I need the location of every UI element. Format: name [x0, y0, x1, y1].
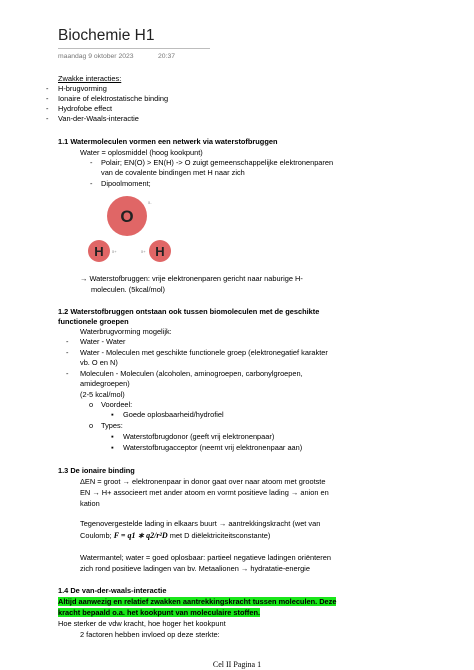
- s3-line: Watermantel; water = goed oplosbaar: partieel negatieve ladingen oriënteren: [80, 553, 331, 562]
- hydrogen-label: H: [155, 244, 165, 259]
- s2-line: Goede oplosbaarheid/hydrofiel: [123, 410, 224, 419]
- s2-line: Water - Moleculen met geschikte functionele groep (elektronegatief karakter: [80, 348, 328, 357]
- s2-line: Waterstofbrugdonor (geeft vrij elektronenpaar): [123, 432, 275, 441]
- intro-bullet: -: [46, 94, 49, 103]
- intro-item: Ionaire of elektrostatische binding: [58, 94, 169, 103]
- note-time: 20:37: [158, 53, 176, 60]
- s3-line: ΔEN = groot → elektronenpaar in donor gaat over naar atoom met grootste: [80, 477, 326, 486]
- bullet-circle: o: [89, 421, 94, 430]
- s1-line: Water = oplosmiddel (hoog kookpunt): [80, 148, 203, 157]
- bullet-square: ▪: [111, 410, 114, 419]
- bullet-dash: -: [66, 369, 69, 378]
- s2-line: (2-5 kcal/mol): [80, 390, 125, 399]
- page-title: Biochemie H1: [58, 27, 155, 44]
- s1-line: van de covalente bindingen met H naar zich: [101, 168, 245, 177]
- intro-bullet: -: [46, 104, 49, 113]
- intro-item: Van-der-Waals-interactie: [58, 114, 139, 123]
- bullet-dash: -: [66, 348, 69, 357]
- section-heading-1-4: 1.4 De van-der-waals-interactie: [58, 586, 167, 595]
- s2-line: Voordeel:: [101, 400, 133, 409]
- s2-line: Types:: [101, 421, 123, 430]
- s4-line: Hoe sterker de vdw kracht, hoe hoger het kookpunt: [58, 619, 226, 628]
- s3-line: Tegenovergestelde lading in elkaars buurt → aantrekkingskracht (wet van: [80, 519, 321, 528]
- title-divider: [58, 48, 210, 49]
- partial-positive-label: δ+: [112, 249, 117, 254]
- s2-line: vb. O en N): [80, 358, 118, 367]
- s2-line: Moleculen - Moleculen (alcoholen, aminogroepen, carbonylgroepen,: [80, 369, 303, 378]
- water-molecule-diagram: [85, 192, 180, 264]
- highlighted-line: [58, 608, 260, 617]
- bullet-square: ▪: [111, 443, 114, 452]
- s2-line: Waterbrugvorming mogelijk:: [80, 327, 172, 336]
- s3-text: Coulomb;: [80, 531, 114, 540]
- s2-line: amidegroepen): [80, 379, 130, 388]
- bullet-dash: -: [90, 158, 93, 167]
- bullet-dash: -: [66, 337, 69, 346]
- section-heading-1-2-cont: functionele groepen: [58, 317, 129, 326]
- s3-line: [80, 531, 270, 540]
- s4-line: 2 factoren hebben invloed op deze sterkte:: [80, 630, 220, 639]
- s2-line: Waterstofbrugacceptor (neemt vrij elektronenpaar aan): [123, 443, 303, 452]
- partial-negative-label: δ-: [148, 200, 152, 205]
- intro-bullet: -: [46, 84, 49, 93]
- intro-bullet: -: [46, 114, 49, 123]
- intro-item: Hydrofobe effect: [58, 104, 113, 113]
- s3-line: EN → H+ associeert met ander atoom en vormt positieve lading → anion en: [80, 488, 329, 497]
- bullet-circle: o: [89, 400, 94, 409]
- s1-line: Dipoolmoment;: [101, 179, 151, 188]
- s1-line: moleculen. (5kcal/mol): [91, 285, 165, 294]
- bullet-dash: -: [90, 179, 93, 188]
- section-heading-1-3: 1.3 De ionaire binding: [58, 466, 135, 475]
- note-date: maandag 9 oktober 2023: [58, 53, 134, 60]
- partial-positive-label: δ+: [141, 249, 146, 254]
- section-heading-1-1: 1.1 Watermoleculen vormen een netwerk via waterstofbruggen: [58, 137, 278, 146]
- hydrogen-label: H: [94, 244, 104, 259]
- intro-item: H-brugvorming: [58, 84, 107, 93]
- coulomb-formula: F = q1 ∗ q2/r²D: [113, 531, 168, 540]
- oxygen-label: O: [120, 207, 134, 226]
- highlight-text: kracht bepaald o.a. het kookpunt van moleculaire stoffen.: [58, 608, 261, 617]
- intro-heading: Zwakke interacties:: [58, 74, 122, 83]
- s3-line: kation: [80, 499, 100, 508]
- highlighted-line: [58, 597, 336, 606]
- section-heading-1-2: 1.2 Waterstofbruggen ontstaan ook tussen biomoleculen met de geschikte: [58, 307, 320, 316]
- page-footer: Cel II Pagina 1: [212, 660, 262, 669]
- s1-line: Polair; EN(O) > EN(H) -> O zuigt gemeenschappelijke elektronenparen: [101, 158, 334, 167]
- s2-line: Water - Water: [80, 337, 126, 346]
- s3-text: met D diëlektriciteitsconstante): [167, 531, 271, 540]
- s1-line: → Waterstofbruggen: vrije elektronenparen gericht naar naburige H-: [80, 274, 303, 283]
- bullet-square: ▪: [111, 432, 114, 441]
- highlight-text: Altijd aanwezig en relatief zwakken aantrekkingskracht tussen moleculen. Deze: [58, 597, 337, 606]
- s3-line: zich rond positieve ladingen van bv. Metaalionen → hydratatie-energie: [80, 564, 310, 573]
